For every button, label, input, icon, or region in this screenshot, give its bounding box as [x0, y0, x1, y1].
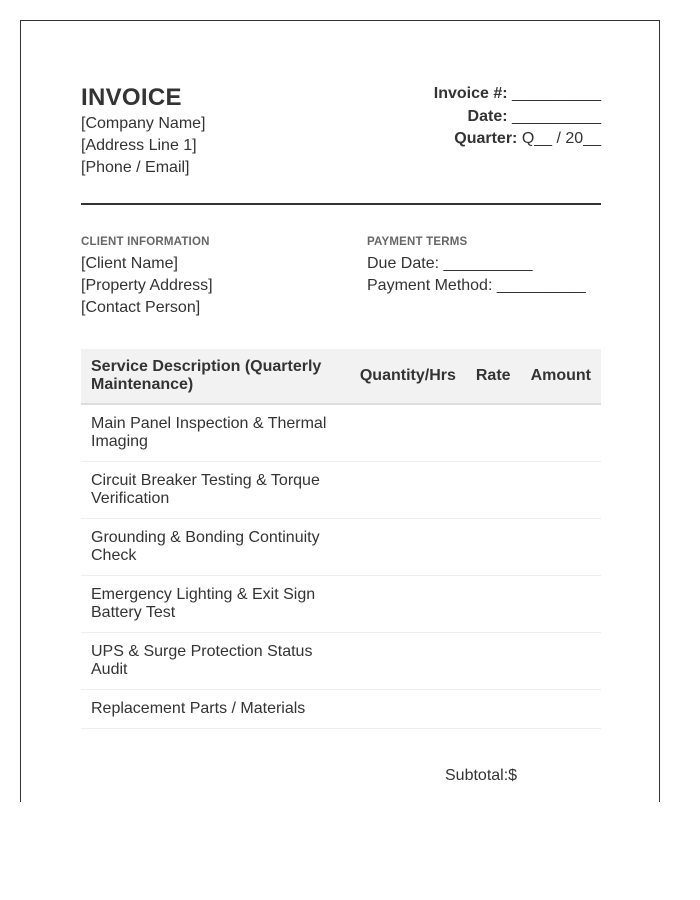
quarter-field: Q__ / 20__: [517, 130, 601, 147]
invoice-number-label: Invoice #:: [433, 85, 508, 102]
client-information: [81, 235, 213, 319]
service-description-cell: Main Panel Inspection & Thermal Imaging: [81, 404, 350, 462]
amount-cell: [521, 633, 601, 690]
service-description-cell: Grounding & Bonding Continuity Check: [81, 519, 350, 576]
services-table-header: [81, 349, 601, 404]
invoice-meta: [434, 83, 601, 151]
quantity-cell: [350, 404, 466, 462]
client-name: [Client Name]: [81, 255, 178, 272]
quantity-cell: [350, 633, 466, 690]
date-field: __________: [507, 107, 601, 125]
invoice-header: [81, 83, 601, 203]
subtotal: [445, 766, 517, 786]
invoice-number-field: __________: [507, 85, 601, 102]
info-section: [81, 235, 601, 325]
table-row: [81, 519, 601, 576]
quantity-cell: [350, 576, 466, 633]
table-row: [81, 690, 601, 729]
rate-cell: [466, 519, 521, 576]
payment-terms-label: PAYMENT TERMS: [367, 236, 468, 248]
amount-cell: [521, 519, 601, 576]
table-row: [81, 404, 601, 462]
service-description-cell: Emergency Lighting & Exit Sign Battery Test: [81, 576, 350, 633]
date-row: [434, 106, 601, 129]
client-information-label: CLIENT INFORMATION: [81, 236, 210, 248]
services-table-body: [81, 404, 601, 729]
payment-method: Payment Method: __________: [367, 277, 586, 294]
company-contact: [Phone / Email]: [81, 159, 190, 176]
payment-terms: [367, 235, 586, 297]
due-date: Due Date: __________: [367, 255, 533, 272]
quarter-row: [434, 128, 601, 151]
rate-cell: [466, 404, 521, 462]
service-description-cell: Replacement Parts / Materials: [81, 690, 350, 729]
contact-person: [Contact Person]: [81, 299, 201, 316]
property-address: [Property Address]: [81, 277, 213, 294]
services-table: [81, 349, 601, 729]
table-row: [81, 462, 601, 519]
rate-cell: [466, 633, 521, 690]
company-block: [81, 83, 206, 179]
service-description-cell: UPS & Surge Protection Status Audit: [81, 633, 350, 690]
header-amount: Amount: [521, 349, 601, 404]
rate-cell: [466, 690, 521, 729]
amount-cell: [521, 404, 601, 462]
table-header-row: [81, 349, 601, 404]
date-label: Date:: [467, 107, 508, 125]
table-row: [81, 633, 601, 690]
quantity-cell: [350, 690, 466, 729]
invoice-number-row: [434, 83, 601, 106]
quantity-cell: [350, 462, 466, 519]
service-description-cell: Circuit Breaker Testing & Torque Verification: [81, 462, 350, 519]
amount-cell: [521, 576, 601, 633]
subtotal-label: Subtotal:: [445, 767, 509, 784]
header-divider: [81, 203, 601, 205]
subtotal-value: $: [508, 767, 518, 784]
amount-cell: [521, 462, 601, 519]
header-service-description: Service Description (Quarterly Maintenance): [81, 349, 350, 404]
company-name: [Company Name]: [81, 115, 206, 132]
rate-cell: [466, 576, 521, 633]
company-address: [Address Line 1]: [81, 137, 197, 154]
header-rate: Rate: [466, 349, 521, 404]
quantity-cell: [350, 519, 466, 576]
header-quantity-hrs: Quantity/Hrs: [350, 349, 466, 404]
amount-cell: [521, 690, 601, 729]
rate-cell: [466, 462, 521, 519]
quarter-label: Quarter:: [454, 130, 518, 147]
table-row: [81, 576, 601, 633]
invoice-title: INVOICE: [81, 84, 182, 111]
invoice-page: [20, 20, 660, 802]
